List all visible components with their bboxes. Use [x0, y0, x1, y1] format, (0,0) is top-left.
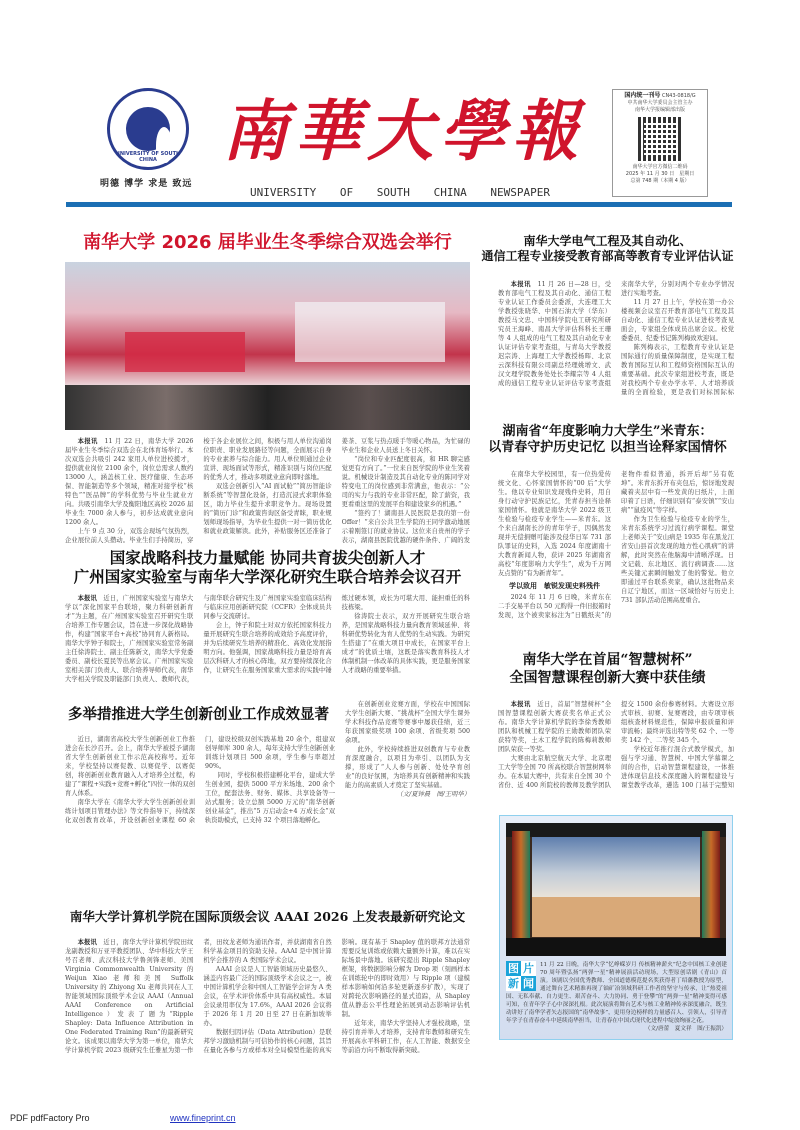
article-paragraph	[621, 515, 734, 605]
caption-text: 11 月 22 日晚，南华大学“忆峥嵘岁月 传核精神薪火”纪念中国核工业创建 70 周年暨弘扬“两弹一星”精神展演活动现场，大型原创话剧《青山》首演。该剧以全国优秀教师、全国道德模范提名奖获得者丁绍藩教授为原型，通过舞台艺术精准再现了铀矿冶领域科研工作者的坚守与传承，让“热爱祖国、无私奉献、自力更生、艰苦奋斗、大力协同、勇于登攀”的“两弹一星”精神变得可感可知，在青年学子心中深深扎根。此次展演将舞台艺术与核工业精神传承深度融合，既生动讲好了南华学者矢志报国的“南华故事”，更用身边榜样的力量感召人、引领人，引导青年学子在青春奋斗中延续南华担当，让青春在中国式现代化进程中绽放绚丽之花。	[506, 962, 727, 1024]
article-headline	[480, 652, 735, 687]
paragraph-text: 近年来，南华大学坚持人才强校战略，坚持引育并举人才培养，支持青年教师和研究生开展高水平科研工作，在人工智能、数据安全等前沿方向不断取得新突破。	[341, 1020, 470, 1054]
english-word: OF	[339, 186, 354, 199]
article-body	[65, 437, 470, 547]
article-body	[498, 280, 734, 405]
article-headline: 南华大学计算机学院在国际顶级会议 AAAI 2026 上发表最新研究论文	[69, 909, 466, 924]
logo-text: UNIVERSITY OF SOUTH CHINA	[115, 151, 181, 163]
paragraph-text: “岗位和专业匹配度很高，和 HR 聊完感觉更有方向了。”一位来自医学院的毕业生笑着说。机械设计制造及其自动化专业的陈同学对特变电工的岗位感到非常满意，他表示：“公司的实力与我的专业非常匹配，除了薪资，我更看重这里的发展平台和建设家乡的机遇。”	[341, 456, 470, 508]
article-paragraph	[498, 470, 611, 578]
article-body	[498, 700, 734, 792]
article-paragraph	[342, 1019, 470, 1055]
school-motto: 明德 博学 求是 致远	[100, 179, 193, 189]
badge-char: 新	[508, 977, 519, 990]
article-headline: 多举措推进大学生创新创业工作成效显著	[68, 706, 329, 723]
title-char: 學	[439, 92, 506, 170]
dateline: 本报讯	[510, 281, 531, 288]
article-body	[65, 938, 470, 1063]
article-body	[498, 470, 734, 620]
photo-news-caption	[506, 961, 727, 1033]
badge-char: 片	[523, 962, 534, 975]
article-headline	[65, 548, 470, 587]
fineprint-link[interactable]: www.fineprint.cn	[170, 1113, 236, 1123]
paragraph-text: 近日，南华大学计算机学院田纹龙副教授和万亚平教授团队、华中科技大学王号召老师、武汉科技大学鲁剑锋老师、美国 Virginia Commonwealth University 的 Weijun Xiao 老师和美国 Suffolk University 的 Zhiyong Xu 老师共同在人工智能领域国际顶级学术会议 AAAI（Annual AAAI Conference on Artificial Intelligence）发表了题为“Ripple Shapley: Data Influence Attribution in One Federated Training Run”的最新研究论文。该成果以南华大学为第一单位，南华大学计算机学院 2023 级研究生任雅星为第一作者，田纹龙老师为通讯作者，并获湖南省自然科学基金项目的资助支持。AAAI 是中国计算机学会推荐的 A 类国际学术会议。	[65, 939, 332, 1054]
issue-date: 2025 年 11 月 30 日 星期日	[625, 171, 695, 177]
qr-code-icon[interactable]	[638, 117, 682, 161]
title-char: 報	[512, 92, 578, 170]
article-body-continued	[345, 700, 470, 885]
dateline: 本报讯	[77, 438, 98, 445]
article-paragraph	[342, 455, 470, 509]
paragraph-text: 南华大学在《南华大学大学生创新创业训练计划项目管理办法》等文件指导下，持续深化双创教育改革，开设创新创业课程 60 余门，建设校级双创实践基地 20 余个，组建双创导师库 300 余人，每年支持大学生创新创业训练计划项目 500 余项，学生参与率超过 90%。	[65, 736, 335, 824]
article-paragraph	[345, 700, 470, 745]
paragraph-text: 徐涛院士表示，双方开展研究生联合培养，是国家战略科技力量向教育领域延伸、将科研优势转化为育人优势的生动实践。为研究生搭建了“在重大项目中成长，在国家平台上成才”的优质土壤，这既是落实教育科技人才体制机制一体改革的具体实践，更是服务国家人才战略的重要举措。	[341, 613, 470, 674]
job-fair-photo	[65, 262, 470, 430]
english-word: SOUTH	[376, 186, 410, 199]
english-title	[250, 186, 550, 199]
badge-char: 闻	[523, 977, 534, 990]
paragraph-text: 同时，学校积极搭建孵化平台，建成大学生创业园，提供 5000 平方米场地、200 余个工位，配套法务、财务、媒体、共享设备等一站式服务；设立总额 5000 万元的“南华创新创业基金”，推出“5 万启动金+4 万成长金”双轨资助模式，已支持 32 个项目落地孵化。	[205, 772, 335, 824]
paragraph-text: 2024 年 11 月 6 日晚，米青东在二手交易平台以 50 元购得一件旧报箱时发现，这个被卖家标注为“日戳纸夹”的老物件看似普通，拆开后却“另有乾坤”。米青东拆开布夹包后，惊讶地发现藏着夹层中有一些发黄的日纸片，上面印着了日语，仔细识别有“泰安镇”“安山病”“鼠疫风”等字样。	[498, 471, 734, 619]
headline-line: 通信工程专业接受教育部高等教育专业评估认证	[481, 249, 734, 263]
article-paragraph	[342, 612, 470, 675]
sponsor: 中共南华大学委员会主管主办	[627, 100, 693, 106]
article-body	[65, 735, 335, 885]
headline-line: 以青春守护历史记忆 以担当诠释家国情怀	[488, 440, 727, 456]
article-headline	[480, 234, 735, 264]
paragraph-text: 陈列梅表示，工程教育专业认证是国际通行的质量保障制度，是实现工程教育国际互认和工程师资格国际互认的重要基础。此次专家组进校考查，既是对我校两个专业办学水平、人才培养质量的全面检验，更是我们对标国际标	[621, 344, 734, 396]
article-paragraph	[345, 745, 470, 790]
title-char: 南	[222, 92, 288, 170]
title-char: 華	[294, 92, 361, 170]
article-byline: （文/夏钟晨 图/王明华）	[396, 791, 470, 798]
badge-char: 图	[508, 962, 519, 975]
paragraph-text: 学校近年推行混合式教学模式，加强与学习通、智慧树、中国大学慕课之间的合作，启动智慧课程建设，一体推进体现信息技术深度融入的课程建设与课堂教学改革，遴选 100 门基于完整知	[621, 746, 734, 789]
paragraph-text: “签约了！湖南县人民医院是我的第一份 Offer！”来自公共卫生学院的王同学激动地展示着刚签订的就业协议。这位来自贵州的学子表示，湖南县医院优越的硬件条件、广阔的发	[341, 510, 470, 544]
paragraph-text: 11 月 27 日上午，学校在第一办公楼视频会议室召开教育部电气工程及其自动化、通信工程专业认证进校考查见面会，专家组全体成员出席会议。校党委委员、纪委书记陈列梅致欢迎词。	[621, 299, 734, 342]
headline-line: 南华大学电气工程及其自动化、	[523, 234, 692, 248]
paragraph-text: 11 月 26 日—28 日，受教育部电气工程及其自动化、通信工程专业认证工作委员会委派，大连理工大学教授张晓华、中国石油大学（华东）教授马文忠、中国科学院电工研究所研究员王海峰、南昌大学评估科科长王珊等 4 人组成的电气工程及其自动化专业认证评估专家考查组，与青岛大学教授迟宗涛、上海理工大学教授杨晖、北京云深科技有限公司副总经理姚增文、武汉文理学院教务处处长李耀宗等 4 人组成的通信工程专业认证评估专家考查组来南华大学，分别对两个专业办学情况进行实地考查。	[498, 281, 734, 387]
article-paragraph	[621, 298, 734, 343]
article-paragraph	[65, 437, 193, 527]
headline-line: 南华大学在首届“智慧树杯”	[522, 652, 693, 668]
paragraph-text: 近日，首届“智慧树杯”全国智慧课程创新大赛获奖名单正式公布。南华大学计算机学院的李徐秀教师团队和机械工程学院的王勋教师团队荣获特等奖，土木工程学院的陈梅莉教师团队荣获一等奖。	[498, 701, 612, 753]
qr-caption: 南华大学官方微信二维码	[632, 164, 688, 170]
newspaper-title	[222, 88, 578, 174]
paragraph-text: 上午 9 点 30 分，双选会现场气氛热烈，企业展位前人头攒动。毕业生们手持简历，穿梭于各企业展位之间，积极与用人单位沟通岗位职责、职业发展路径等问题，全面展示自身的专业素养与综合能力。用人单位则通过企业宣讲、现场面试等形式，精准识别与岗位匹配的优秀人才，推动多项就业意向即时落地。	[65, 438, 332, 544]
paragraph-text: 作为卫生检验与检疫专业的学生，米青东系统学习过流行病学课程。课堂上老师关于“安山病是 1935 年在黑龙江省安山县首次发现的地方性心肌病”的讲解，此时突然在他脑海中清晰浮现。日文记载、东北地区、流行病调查……这些关键元素瞬间触发了他的警觉。他立即通过平台联系卖家，确认这批物品来自辽宁地区，而这一区域恰好与历史上 731 部队活动范围高度重合。	[621, 516, 734, 604]
photo-news-box	[499, 815, 733, 1040]
paragraph-text: 双选会创新引入“AI 面试舱”“简历智能诊断系统”等智慧化设备，打造沉浸式求职体验区，助力毕业生提升求职竞争力。现场设置的“简历门诊”和政策咨询区备受青睐，职业规划师现场指导，为毕业生提供一对一简历优化和就业政策解读。此外，补贴服务区还准备了姜茶、豆浆与热点暖手等暖心物品，为忙碌的毕业生和企业人员送上冬日关怀。	[203, 438, 470, 535]
article-paragraph	[498, 700, 611, 754]
masthead-divider	[66, 202, 732, 207]
caption-byline: （文/唐蕾 夏文祥 图/王振凯）	[644, 1026, 727, 1032]
article-headline: 南华大学 2026 届毕业生冬季综合双选会举行	[83, 232, 452, 253]
headline-line: 国家战略科技力量赋能 协同共育拔尖创新人才	[109, 548, 426, 567]
english-word: UNIVERSITY	[250, 186, 317, 199]
article-paragraph	[205, 771, 335, 825]
issn: CN43-0818/G	[661, 93, 696, 99]
pdf-producer-label: PDF pdfFactory Pro	[10, 1113, 90, 1123]
headline-line: 全国智慧课程创新大赛中获佳绩	[509, 669, 706, 686]
paragraph-text: 在创新创业竞赛方面，学校在中国国际大学生创新大赛、“挑战杯”全国大学生课外学术科技作品竞赛等赛事中屡获佳绩，近三年获国家级奖项 100 余项、省级奖项 500 余项。	[345, 701, 470, 744]
paragraph-text: 在南华大学校园里，有一位热爱传统文化、心怀家国情怀的“00 后”大学生。他以专业知识发现残件史料，用自身行动守护民族记忆，凭青春担当诠释家国情怀。他就是南华大学 2022 级卫生检验与检疫专业学生——米青东。这个来自湖南长沙的青年学子，因偶然发现并无偿捐赠可能涉及侵华日军 731 部队罪证的史料，入选 2024 年度湖南十大教育新闻人物，获评 2025 年湖南省高校“年度影响力大学生”，成为千万网友点赞的“有为新青年”。	[498, 471, 611, 577]
paragraph-text: 11 月 22 日，南华大学 2026 届毕业生冬季综合双选会在北体育场举行。本次双选会共吸引 242 家用人单位进校揽才，提供就业岗位 2100 余个，岗位总需求人数约 13000 人，涵盖核工业、医疗健康、生态环保、智能制造等多个领域，精准对接学校“核特色”“医品牌”的学科优势与毕业生就业方向。共吸引南华大学及衡阳地区高校 2026 届毕业生 7000 余人参与，初步达成就业意向 1200 余人。	[65, 438, 194, 526]
stage-performance-photo	[506, 823, 726, 956]
paragraph-text: 近日，广州国家实验室与南华大学以“深化国家平台联培，聚力科研创新育才”为主题，在广州国家实验室召开研究生联合培养工作专题会议，旨在进一步深化战略协作，构建“国家平台+高校”协同育人新格局。南华大学钟子和院士，广州国家实验室常务副主任徐涛院士、副主任陈新文，南华大学党委委员、副校长夏民等出席会议。广州国家实验室相关部门负责人、联合培养导师代表，南华大学相关学院及职能部门负责人、教师代表，与南华联合研究生及广州国家实验室临床结构与临床应用创新研究院（CCFR）全体成员共同参与交流研讨。	[65, 595, 332, 683]
paragraph-text: 会上，钟子和院士对双方依托国家科技力量开展研究生联合培养的成效给予高度评价，并为后续研究生培养的精准化、高效化发展指明方向。他强调，国家战略科技力量是培育高层次科研人才的核心阵地，双方要持续深化合作，让研究生在服务国家重大需求的实践中锤炼过硬本领，成长为可堪大用、能担重任的科技栋梁。	[203, 595, 470, 674]
publication-info-box	[612, 89, 708, 197]
headline-line: 湖南省“年度影响力大学生”米青东：	[502, 424, 713, 439]
english-word: NEWSPAPER	[490, 186, 550, 199]
article-paragraph	[203, 965, 331, 1028]
article-paragraph	[65, 735, 195, 798]
university-logo	[107, 88, 189, 170]
issue-number: 总第 748 期（本期 4 版）	[630, 178, 690, 184]
article-headline	[480, 424, 735, 457]
article-subheading: 学以致用 敏锐发现史料残件	[509, 581, 600, 590]
paragraph-text: 大赛由北京航空航天大学、北京理工大学等全国 70 所高校联合智慧树网举办。在本届大赛中，共有来自全国 30 个省份、近 400 所院校的教师及教学团队提交 1500 余份参赛材料。大赛设立形式审核、初赛、复赛赛段，由专项审核组核查材料规范性，保障申报质量和评审流畅；最终评选出特等奖 62 个、一等奖 142 个、二等奖 345 个。	[498, 701, 734, 789]
paragraph-text: 数据归因评估（Data Attribution）是联邦学习激励机制与可信协作的核心问题，其旨在量化各参与方或样本对全局模型性能的真实影响。现有基于 Shapley 值的联邦方法通常需要反复训练或依赖大量额外计算，难以在实际场景中落地。该研究提出 Ripple Shapley 框架，将数据影响分解为 Drop 项（刻画样本在训练轮中的即时效用）与 Ripple 项（建模样本影响如何沿多轮更新逐步扩散），实现了对跨轮次影响路径的显式追踪，从 Shapley 值从静态公平性理论拓展到动态影响评估机制。	[203, 939, 470, 1054]
dateline: 本报讯	[510, 701, 531, 708]
english-word: CHINA	[433, 186, 467, 199]
dateline: 本报讯	[77, 595, 97, 602]
paragraph-text: 此外，学校持续推进双创教育与专业教育深度融合，以项目为牵引、以团队为支撑，形成了“人人参与创新、处处孕育创业”的良好氛围，为培养具有创新精神和实践能力的高素质人才奠定了坚实基础。	[345, 746, 470, 789]
paragraph-text: AAAI 会议是人工智能领域历史最悠久、涵盖内容最广泛的国际顶级学术会议之一，被中国计算机学会和中国人工智能学会评为 A 类会议，在学术评价体系中具有高权威性。本届会议录用率仅为 17.6%，AAAI 2026 会议将于 2026 年 1 月 20 日至 27 日在新加坡举办。	[203, 966, 332, 1027]
paragraph-text: 近日，湖南省高校大学生创新创业工作推进会在长沙召开。会上，南华大学被授予湖南省大学生创新创业工作示范高校称号。近年来，学校坚持以赛促教、以赛促学、以赛促创，将创新创业教育融入人才培养全过程，构建了“课程+实践+竞赛+孵化”四位一体的双创育人体系。	[65, 736, 195, 797]
headline-line: 广州国家实验室与南华大学深化研究生联合培养会议召开	[73, 567, 462, 587]
article-body	[65, 594, 470, 686]
title-char: 大	[367, 92, 433, 170]
dateline: 本报讯	[77, 939, 97, 946]
publisher: 南华大学报编辑部出版	[634, 107, 685, 113]
issn-label: 国内统一刊号	[624, 92, 661, 99]
